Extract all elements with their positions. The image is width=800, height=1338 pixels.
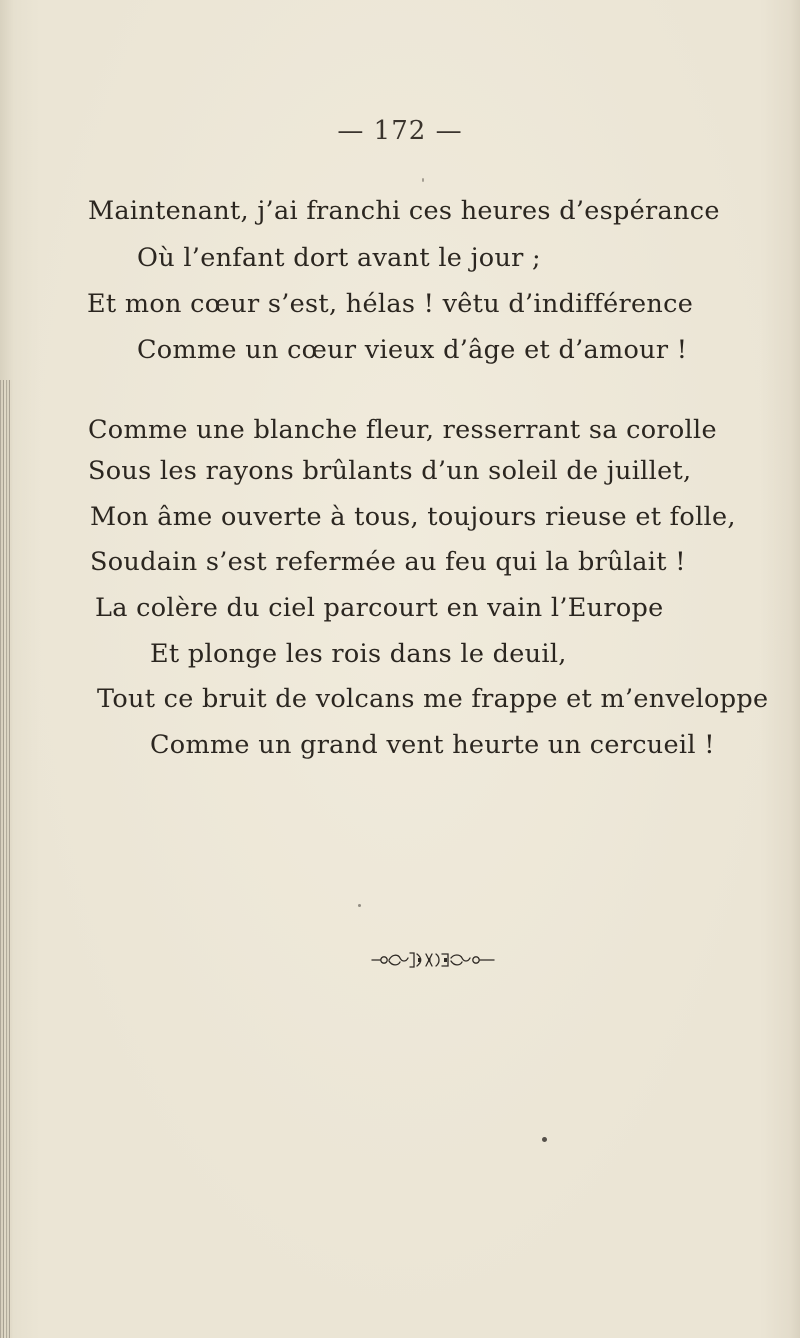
verse-line: Et plonge les rois dans le deuil, bbox=[150, 639, 567, 669]
verse-line: Mon âme ouverte à tous, toujours rieuse et folle, bbox=[90, 502, 736, 532]
verse-line: Tout ce bruit de volcans me frappe et m’enveloppe bbox=[97, 684, 769, 714]
ink-speck bbox=[422, 178, 424, 182]
page-number: — 172 — bbox=[337, 116, 463, 146]
verse-line: Maintenant, j’ai franchi ces heures d’espérance bbox=[88, 196, 720, 226]
verse-line: Comme un grand vent heurte un cercueil ! bbox=[150, 730, 715, 760]
ink-speck bbox=[542, 1137, 547, 1142]
tailpiece-ornament-icon bbox=[370, 949, 500, 971]
verse-line: Comme une blanche fleur, resserrant sa corolle bbox=[88, 415, 717, 445]
verse-line: Où l’enfant dort avant le jour ; bbox=[137, 243, 541, 273]
binding-edge bbox=[0, 380, 12, 1338]
ink-speck bbox=[358, 904, 361, 907]
verse-line: Sous les rayons brûlants d’un soleil de juillet, bbox=[88, 456, 692, 486]
verse-line: Soudain s’est refermée au feu qui la brûlait ! bbox=[90, 547, 686, 577]
verse-line: La colère du ciel parcourt en vain l’Europe bbox=[95, 593, 664, 623]
verse-line: Comme un cœur vieux d’âge et d’amour ! bbox=[137, 335, 688, 365]
verse-line: Et mon cœur s’est, hélas ! vêtu d’indifférence bbox=[87, 289, 694, 319]
